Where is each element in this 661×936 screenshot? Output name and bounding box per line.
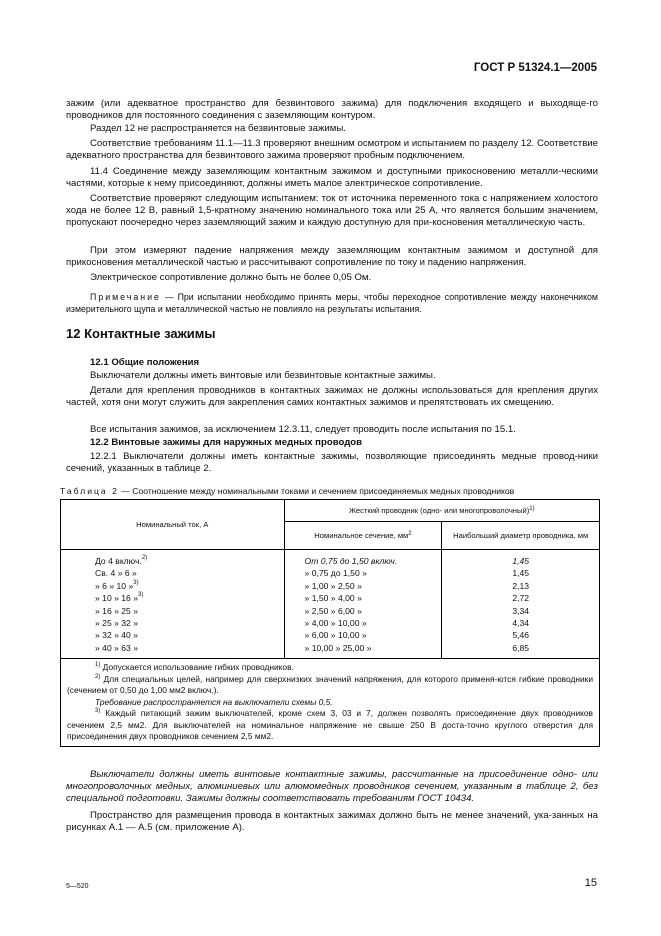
table-row: » 16 » 25 » [95,605,139,616]
section-column [284,550,442,659]
table-cell: » 4,00 » 10,00 » [304,617,367,628]
page-number: 15 [584,877,597,889]
table-cell: 4,34 [512,617,530,628]
table-row: » 6 » 10 »$^{3)}$ [95,579,139,591]
paragraph-12-1-b: Детали для крепления проводников в контактных зажимах не должны использоваться для крепления других частей, хотя они могут служить для закрепления самих контактных зажимов и препятствовать их смещению. [66,385,598,409]
table-caption [60,486,514,496]
conductor-table [60,499,600,747]
header-rated-current: Номинальный ток, А [61,500,285,550]
table-cell: 3,34 [512,605,530,616]
table-row: » 32 » 40 » [95,630,139,641]
table-cell: 2,13 [512,580,530,591]
paragraph-terminal-continuation: зажим (или адекватное пространство для безвинтового зажима) для подключения входящего и выходяще-го проводников для постоянного соединения с заземляющим контуром. [66,98,598,122]
table-caption-label: Таблица 2 [60,486,119,496]
table-cell: » 1,00 » 2,50 » [304,580,362,591]
table-footnotes [61,659,600,747]
subsection-12-2-title: 12.2 Винтовые зажимы для наружных медных проводов [90,437,363,448]
paragraph-screw-terminals: Выключатели должны иметь винтовые контактные зажимы, рассчитанные на присоединение одно- или многопроволочных медных, алюминиевых или алюмомедных проводников сечением, указанным в таблице 2, без специальной подготовки. Зажимы должны соответствовать требованиям ГОСТ 10434. [66,769,598,805]
note-label: Примечание [90,292,161,302]
footnote-2-note: Требование распространяется на выключатели схемы 0,5. [95,696,333,707]
footnote-2: $^{2)}$ Для специальных целей, например для сверхнизких значений напряжения, для которого применя-ются гибкие проводники (сечением от 0,50 до 1,00 мм2 включ.). [67,673,593,696]
current-column [61,550,285,659]
note [66,292,598,315]
paragraph-voltage-drop: При этом измеряют падение напряжения между заземляющим контактным зажимом и доступной для прикосновения металлической частью и рассчитывают сопротивление по току и падению напряжения. [66,245,598,269]
table-caption-text: — Соотношение между номинальными токами и сечением присоединяемых медных проводников [121,486,515,496]
table-row: » 10 » 16 »$^{3)}$ [95,592,144,604]
table-row: До 4 включ.$^{2)}$ [95,555,148,566]
table-cell: 1,45 [512,556,530,566]
table-row: » 25 » 32 » [95,617,139,628]
table-cell: » 10,00 » 25,00 » [304,642,372,653]
subsection-12-1-title: 12.1 Общие положения [90,357,200,368]
diameter-column [442,550,600,659]
table-cell: От 0,75 до 1,50 включ. [304,556,398,566]
header-max-diameter: Наибольший диаметр проводника, мм [442,522,600,550]
table-cell: » 1,50 » 4,00 » [304,593,362,604]
document-code: ГОСТ Р 51324.1—2005 [473,62,597,74]
table-cell: 6,85 [512,642,530,653]
table-cell: 5,46 [512,630,530,641]
paragraph-12-1-a: Выключатели должны иметь винтовые или безвинтовые контактные зажимы. [90,370,436,381]
print-mark: 5—520 [66,883,89,890]
header-nominal-section: Номинальное сечение, $мм^2$ [284,522,442,550]
table-row: Св. 4 » 6 » [95,568,137,579]
table-row: » 40 » 63 » [95,642,139,653]
table-cell: » 2,50 » 6,00 » [304,605,362,616]
paragraph-section12-scope: Раздел 12 не распространяется на безвинтовые зажимы. [90,123,346,134]
header-rigid-conductor: Жесткий проводник (одно- или многопроволочный)$^{1)}$ [284,500,599,522]
paragraph-12-1-c: Все испытания зажимов, за исключением 12.3.11, следует проводить после испытания по 15.1. [90,424,516,435]
paragraph-wire-space: Пространство для размещения провода в контактных зажимах должно быть не менее значений, ука-занных на рисунках А.1 — А.5 (см. приложение А). [66,810,598,834]
footnote-3: $^{3)}$ Каждый питающий зажим выключателей, кроме схем 3, 03 и 7, должен позволять присоединение двух проводников сечением 2,5 мм2. Для выключателей на номинальное напряжение не свыше 250 В доста-точно круглого отверстия для присоединения двух проводников сечением 2,5 мм2. [67,708,593,742]
table-cell: » 0,75 до 1,50 » [304,568,367,579]
paragraph-resistance-limit: Электрическое сопротивление должно быть не более 0,05 Ом. [90,272,372,283]
note-text: — При испытании необходимо принять меры, чтобы переходное сопротивление между наконечником измерительного щупа и металлической частью не повлияло на результаты испытания. [66,292,598,314]
paragraph-test-procedure: Соответствие проверяют следующим испытанием: ток от источника переменного тока с напряжением холостого хода не более 12 В, равный 1,5-кратному значению номинального тока или 25 А, что является большим значением, пропускают поочередно через заземляющий зажим и каждую доступную для при-косновения металлическую часть. [66,193,598,229]
paragraph-12-2-1: 12.2.1 Выключатели должны иметь контактные зажимы, позволяющие присоединять медные провод-ники сечений, указанных в таблице 2. [66,451,598,475]
table-cell: 1,45 [512,568,530,579]
table-cell: 2,72 [512,593,530,604]
section-12-title: 12 Контактные зажимы [66,326,216,341]
footnote-1: $^{1)}$ Допускается использование гибких проводников. [95,662,294,673]
paragraph-compliance-11-1: Соответствие требованиям 11.1—11.3 проверяют внешним осмотром и испытанием по разделу 12. Соответствие адекватного пространства для безвинтового зажима проверяют пробным подключением. [66,138,598,162]
table-cell: » 6,00 » 10,00 » [304,630,367,641]
paragraph-11-4: 11.4 Соединение между заземляющим контактным зажимом и доступными прикосновению металли-ческими частями, которые к нему присоединяют, должны иметь малое электрическое сопротивление. [66,166,598,190]
